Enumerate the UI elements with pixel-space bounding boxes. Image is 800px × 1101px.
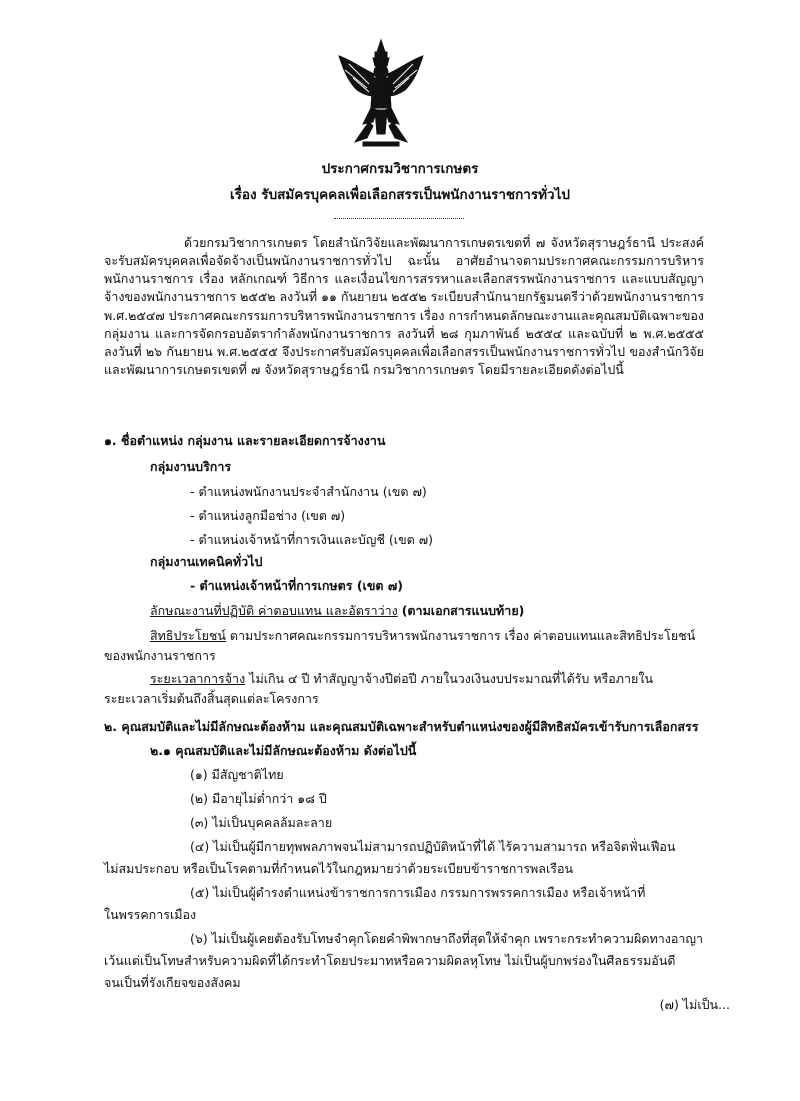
qualification-item-5a: (๕) ไม่เป็นผู้ดำรงตำแหน่งข้าราชการการเมือง กรรมการพรรคการเมือง หรือเจ้าหน้าที่ xyxy=(190,885,646,900)
title-divider xyxy=(334,218,464,219)
qualification-item: (๑) มีสัญชาติไทย xyxy=(190,767,284,782)
section1-title: ๑. ชื่อตำแหน่ง กลุ่มงาน และรายละเอียดการจ้างงาน xyxy=(104,433,386,448)
qualification-item-4a: (๔) ไม่เป็นผู้มีกายทุพพลภาพจนไม่สามารถปฏิบัติหน้าที่ได้ ไร้ความสามารถ หรือจิตฟั่นเฟือน xyxy=(190,839,676,854)
group1-item: - ตำแหน่งพนักงานประจำสำนักงาน (เขต ๗) xyxy=(190,484,427,499)
duties-label: ลักษณะงานที่ปฏิบัติ ค่าตอบแทน และอัตราว่าง xyxy=(150,603,398,618)
qualification-item-6a: (๖) ไม่เป็นผู้เคยต้องรับโทษจำคุกโดยคำพิพากษาถึงที่สุดให้จำคุก เพราะกระทำความผิดทางอาญา xyxy=(190,931,704,946)
group2-item: - ตำแหน่งเจ้าหน้าที่การเกษตร (เขต ๗) xyxy=(190,578,403,593)
group1-heading: กลุ่มงานบริการ xyxy=(150,459,232,474)
qualification-item: (๓) ไม่เป็นบุคคลล้มละลาย xyxy=(190,815,333,830)
qualification-item-6c: จนเป็นที่รังเกียจของสังคม xyxy=(104,975,241,990)
page-continuation: (๗) ไม่เป็น... xyxy=(659,997,730,1012)
benefits-label: สิทธิประโยชน์ xyxy=(150,628,226,643)
duties-line xyxy=(150,602,524,620)
section2-title: ๒. คุณสมบัติและไม่มีลักษณะต้องห้าม และคุณสมบัติเฉพาะสำหรับตำแหน่งของผู้มีสิทธิสมัครเข้ารับการเลือกสรร xyxy=(104,719,699,734)
benefits-text-cont: ของพนักงานราชการ xyxy=(104,648,216,663)
benefits-line xyxy=(150,627,695,645)
group1-item: - ตำแหน่งลูกมือช่าง (เขต ๗) xyxy=(190,508,346,523)
qualification-item-6b: เว้นแต่เป็นโทษสำหรับความผิดที่ได้กระทำโดยประมาทหรือความผิดลหุโทษ ไม่เป็นผู้บกพร่องในศีลธรรมอันดี xyxy=(104,953,676,968)
duties-note: (ตามเอกสารแนบท้าย) xyxy=(401,603,525,618)
intro-block xyxy=(104,234,704,379)
intro-paragraph: ด้วยกรมวิชาการเกษตร โดยสำนักวิจัยและพัฒนาการเกษตรเขตที่ ๗ จังหวัดสุราษฎร์ธานี ประสงค์จะรับสมัครบุคคลเพื่อจัดจ้างเป็นพนักงานราชการทั่วไป ฉะนั้น อาศัยอำนาจตามประกาศคณะกรรมการบริหารพนักงานราชการ เรื่อง หลักเกณฑ์ วิธีการ และเงื่อนไขการสรรหาและเลือกสรรพนักงานราชการ และแบบสัญญาจ้างของพนักงานราชการ ๒๕๕๒ ลงวันที่ ๑๑ กันยายน ๒๕๕๒ ระเบียบสำนักนายกรัฐมนตรีว่าด้วยพนักงานราชการ พ.ศ.๒๕๔๗ ประกาศคณะกรรมการบริหารพนักงานราชการ เรื่อง การกำหนดลักษณะงานและคุณสมบัติเฉพาะของกลุ่มงาน และการจัดกรอบอัตรากำลังพนักงานราชการ ลงวันที่ ๒๘ กุมภาพันธ์ ๒๕๕๔ และฉบับที่ ๒ พ.ศ.๒๕๕๕ ลงวันที่ ๒๖ กันยายน พ.ศ.๒๕๕๕ จึงประกาศรับสมัครบุคคลเพื่อเลือกสรรเป็นพนักงานราชการทั่วไป ของสำนักวิจัยและพัฒนาการเกษตรเขตที่ ๗ จังหวัดสุราษฎร์ธานี กรมวิชาการเกษตร โดยมีรายละเอียดดังต่อไปนี้ xyxy=(104,235,704,377)
announcement-subject: เรื่อง รับสมัครบุคคลเพื่อเลือกสรรเป็นพนักงานราชการทั่วไป xyxy=(230,187,570,203)
period-line xyxy=(150,670,653,688)
section2-subtitle: ๒.๑ คุณสมบัติและไม่มีลักษณะต้องห้าม ดังต่อไปนี้ xyxy=(150,743,417,758)
qualification-item-5b: ในพรรคการเมือง xyxy=(104,907,197,922)
qualification-item-4b: ไม่สมประกอบ หรือเป็นโรคตามที่กำหนดไว้ในกฎหมายว่าด้วยระเบียบข้าราชการพลเรือน xyxy=(104,861,574,876)
group2-heading: กลุ่มงานเทคนิคทั่วไป xyxy=(150,554,263,569)
period-label: ระยะเวลาการจ้าง xyxy=(150,671,246,686)
announcement-title: ประกาศกรมวิชาการเกษตร xyxy=(321,161,479,177)
garuda-emblem-icon xyxy=(333,38,429,150)
qualification-item: (๒) มีอายุไม่ต่ำกว่า ๑๘ ปี xyxy=(190,791,327,806)
benefits-text: ตามประกาศคณะกรรมการบริหารพนักงานราชการ เรื่อง ค่าตอบแทนและสิทธิประโยชน์ xyxy=(229,628,696,643)
group1-item: - ตำแหน่งเจ้าหน้าที่การเงินและบัญชี (เขต ๗) xyxy=(190,532,433,547)
period-text: ไม่เกิน ๔ ปี ทำสัญญาจ้างปีต่อปี ภายในวงเงินงบประมาณที่ได้รับ หรือภายใน xyxy=(249,671,654,686)
period-text-cont: ระยะเวลาเริ่มต้นถึงสิ้นสุดแต่ละโครงการ xyxy=(104,691,319,706)
